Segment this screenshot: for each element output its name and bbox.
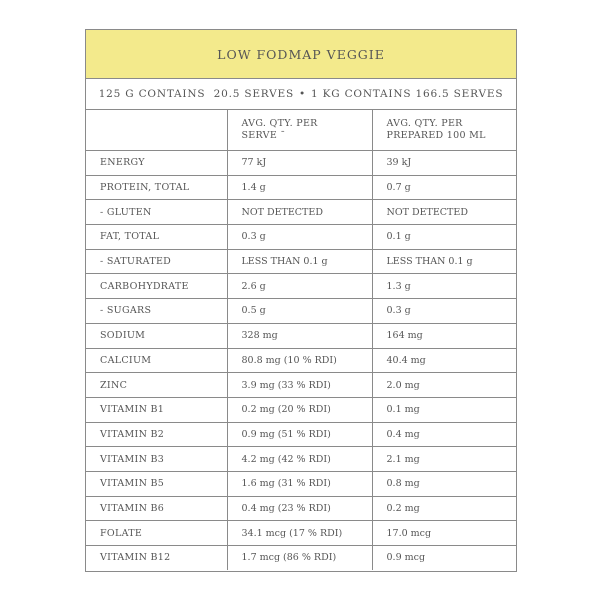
nutrient-name: ENERGY <box>86 151 227 176</box>
header-per-serve <box>227 110 372 151</box>
table-row <box>86 175 516 200</box>
per-100ml-value: 0.3 g <box>372 299 516 324</box>
per-serve-value: 1.7 mcg (86 % RDI) <box>227 546 372 570</box>
per-100ml-value: 17.0 mcg <box>372 521 516 546</box>
per-100ml-value: 40.4 mg <box>372 348 516 373</box>
table-header-row <box>86 110 516 151</box>
table-row <box>86 471 516 496</box>
header-per-100ml-line1: AVG. QTY. PER <box>386 118 463 129</box>
table-row <box>86 422 516 447</box>
nutrient-name: CALCIUM <box>86 348 227 373</box>
header-per-100ml <box>372 110 516 151</box>
nutrient-name: - SATURATED <box>86 249 227 274</box>
per-100ml-value: 2.1 mg <box>372 447 516 472</box>
per-100ml-value: NOT DETECTED <box>372 200 516 225</box>
nutrient-name: VITAMIN B6 <box>86 496 227 521</box>
per-serve-value: 1.6 mg (31 % RDI) <box>227 471 372 496</box>
serves-separator: • <box>298 88 306 100</box>
per-serve-value: 4.2 mg (42 % RDI) <box>227 447 372 472</box>
per-serve-value: NOT DETECTED <box>227 200 372 225</box>
table-row <box>86 521 516 546</box>
per-serve-value: 0.2 mg (20 % RDI) <box>227 397 372 422</box>
per-100ml-value: 0.8 mg <box>372 471 516 496</box>
nutrient-name: SODIUM <box>86 323 227 348</box>
per-100ml-value: 39 kJ <box>372 151 516 176</box>
table-row <box>86 546 516 570</box>
nutrition-table <box>86 110 516 570</box>
serves-per-1kg: 1 KG CONTAINS 166.5 SERVES <box>310 88 504 100</box>
header-per-serve-line2: SERVE ¯ <box>241 130 286 141</box>
nutrient-name: VITAMIN B12 <box>86 546 227 570</box>
table-row <box>86 323 516 348</box>
nutrient-name: VITAMIN B5 <box>86 471 227 496</box>
per-serve-value: 0.3 g <box>227 225 372 250</box>
header-nutrient-blank <box>86 110 227 151</box>
per-100ml-value: 0.2 mg <box>372 496 516 521</box>
nutrient-name: - SUGARS <box>86 299 227 324</box>
product-title: LOW FODMAP VEGGIE <box>86 30 516 79</box>
per-serve-value: 34.1 mcg (17 % RDI) <box>227 521 372 546</box>
nutrient-name: - GLUTEN <box>86 200 227 225</box>
per-100ml-value: 0.1 g <box>372 225 516 250</box>
per-100ml-value: 0.4 mg <box>372 422 516 447</box>
serves-per-125g: 125 G CONTAINS 20.5 SERVES <box>98 88 294 100</box>
header-per-serve-line1: AVG. QTY. PER <box>241 118 318 129</box>
serves-line <box>86 79 516 110</box>
header-per-100ml-line2: PREPARED 100 ML <box>386 130 486 141</box>
per-100ml-value: LESS THAN 0.1 g <box>372 249 516 274</box>
nutrient-name: VITAMIN B3 <box>86 447 227 472</box>
nutrient-name: CARBOHYDRATE <box>86 274 227 299</box>
nutrient-name: PROTEIN, TOTAL <box>86 175 227 200</box>
per-100ml-value: 0.9 mcg <box>372 546 516 570</box>
per-serve-value: 0.5 g <box>227 299 372 324</box>
nutrient-name: ZINC <box>86 373 227 398</box>
per-serve-value: 77 kJ <box>227 151 372 176</box>
per-100ml-value: 1.3 g <box>372 274 516 299</box>
table-row <box>86 225 516 250</box>
nutrient-name: FAT, TOTAL <box>86 225 227 250</box>
per-serve-value: 0.4 mg (23 % RDI) <box>227 496 372 521</box>
per-serve-value: 3.9 mg (33 % RDI) <box>227 373 372 398</box>
table-row <box>86 249 516 274</box>
table-row <box>86 496 516 521</box>
per-serve-value: 80.8 mg (10 % RDI) <box>227 348 372 373</box>
per-serve-value: 2.6 g <box>227 274 372 299</box>
per-serve-value: 1.4 g <box>227 175 372 200</box>
nutrient-name: VITAMIN B1 <box>86 397 227 422</box>
table-row <box>86 274 516 299</box>
per-100ml-value: 0.7 g <box>372 175 516 200</box>
table-row <box>86 447 516 472</box>
per-serve-value: 328 mg <box>227 323 372 348</box>
per-100ml-value: 0.1 mg <box>372 397 516 422</box>
per-serve-value: 0.9 mg (51 % RDI) <box>227 422 372 447</box>
table-row <box>86 397 516 422</box>
table-row <box>86 373 516 398</box>
per-serve-value: LESS THAN 0.1 g <box>227 249 372 274</box>
table-row <box>86 299 516 324</box>
per-100ml-value: 2.0 mg <box>372 373 516 398</box>
per-100ml-value: 164 mg <box>372 323 516 348</box>
table-row <box>86 348 516 373</box>
nutrient-name: FOLATE <box>86 521 227 546</box>
table-row <box>86 151 516 176</box>
nutrient-name: VITAMIN B2 <box>86 422 227 447</box>
nutrition-panel <box>85 29 517 572</box>
table-row <box>86 200 516 225</box>
